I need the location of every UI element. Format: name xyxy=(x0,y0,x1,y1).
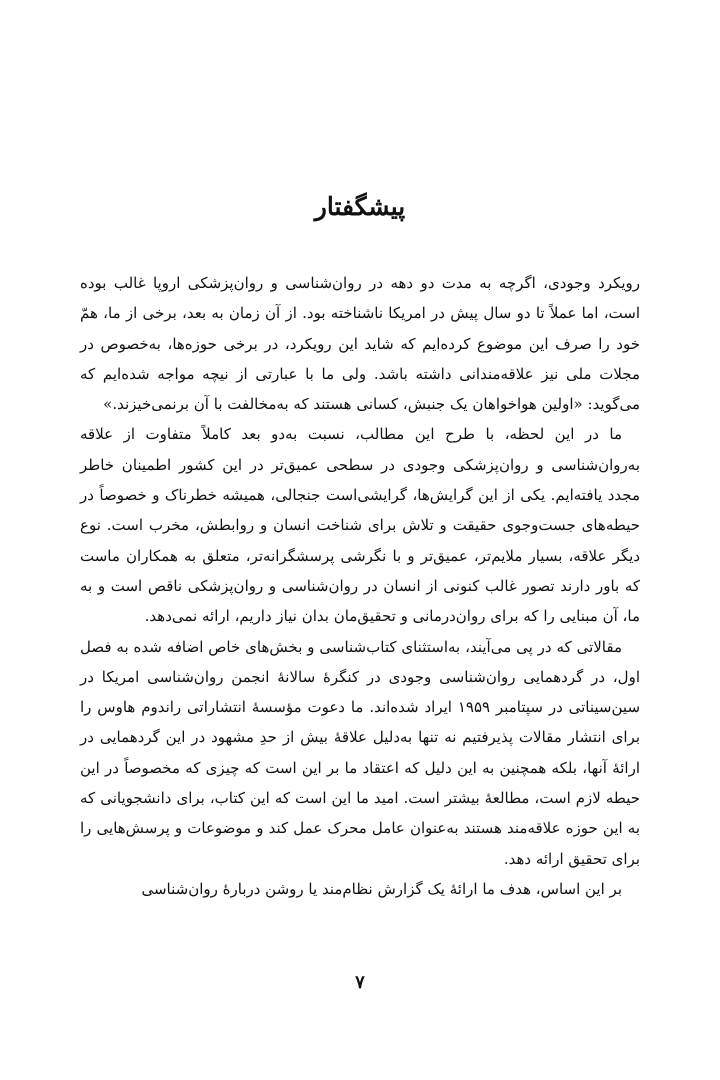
body-text xyxy=(80,268,640,904)
paragraph: رویکرد وجودی، اگرچه به مدت دو دهه در روان‌شناسی و روان‌پزشکی اروپا غالب بوده است، اما عملاً تا دو سال پیش در امریکا ناشناخته بود. از آن زمان به بعد، برخی از ما، همّ خود را صرف این موضوع کرده‌ایم که شاید این رویکرد، در برخی حوزه‌ها، به‌خصوص در مجلات ملی نیز علاقه‌مندانی داشته باشد. ولی ما با عبارتی از نیچه مواجه شده‌ایم که می‌گوید: «اولین هواخواهان یک جنبش، کسانی هستند که به‌مخالفت با آن برنمی‌خیزند.» xyxy=(80,274,640,414)
paragraph: بر این اساس، هدف ما ارائهٔ یک گزارش نظام‌مند یا روشن دربارهٔ روان‌شناسی xyxy=(141,879,622,898)
paragraph: مقالاتی که در پی می‌آیند، به‌استثنای کتاب‌شناسی و بخش‌های خاص اضافه شده به فصل اول، در گردهمایی روان‌شناسی وجودی در کنگرهٔ سالانهٔ انجمن روان‌شناسی امریکا در سین‌سیناتی در سپتامبر ۱۹۵۹ ایراد شده‌اند. ما دعوت مؤسسهٔ انتشاراتی راندوم هاوس را برای انتشار مقالات پذیرفتیم نه تنها به‌دلیل علاقهٔ بیش از حدِ مشهود در این گردهمایی در ارائهٔ آنها، بلکه همچنین به این دلیل که اعتقاد ما بر این است که چیزی که مخصوصاً در این حیطه لازم است، مطالعهٔ بیشتر است. امید ما این است که این کتاب، برای دانشجویانی که به این حوزه علاقه‌مند هستند به‌عنوان عامل محرک عمل کند و موضوعات و پرسش‌هایی را برای تحقیق ارائه دهد. xyxy=(80,637,641,868)
paragraph: ما در این لحظه، با طرح این مطالب، نسبت به‌دو بعد کاملاً متفاوت از علاقه به‌روان‌شناسی و روان‌پزشکی وجودی در سطحی عمیق‌تر در این کشور اطمینان خاطر مجدد یافته‌ایم. یکی از این گرایش‌ها، گرایشی‌است جنجالی، همیشه خطرناک و خصوصاً در حیطه‌های جست‌وجوی حقیقت و تلاش برای شناخت انسان و روابطش، مخرب است. نوع دیگر علاقه، بسیار ملایم‌تر، عمیق‌تر و با نگرشی پرسشگرانه‌تر، متعلق به همکاران ماست که باور دارند تصور غالب کنونی از انسان در روان‌شناسی و روان‌پزشکی ناقص است و به ما، آن مبنایی را که برای روان‌درمانی و تحقیق‌مان بدان نیاز داریم، ارائه نمی‌دهد. xyxy=(80,425,640,626)
page-number: ۷ xyxy=(355,972,365,993)
page-title: پیشگفتار xyxy=(314,192,406,221)
